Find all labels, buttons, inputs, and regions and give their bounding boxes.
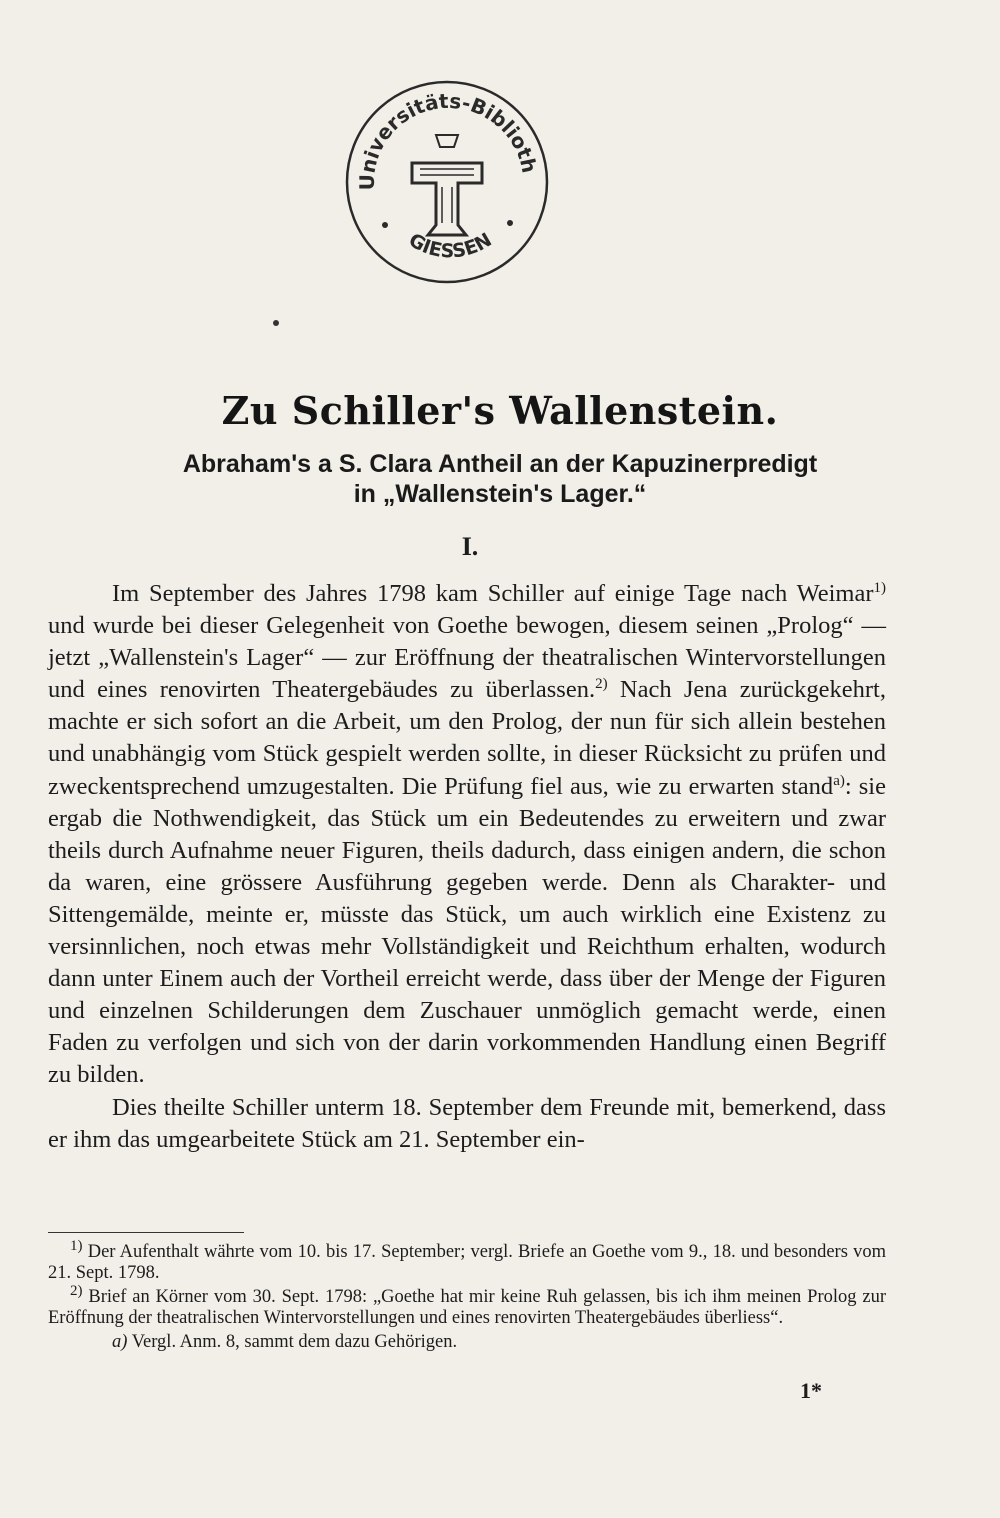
- footnote-ref-a: a): [833, 772, 845, 789]
- paragraph-2: Dies theilte Schiller unterm 18. September dem Freunde mit, bemerkend, dass er ihm das umgearbeitete Stück am 21. September ein-: [48, 1093, 886, 1153]
- footnotes: [48, 1237, 886, 1356]
- body-text: [48, 578, 886, 1156]
- footnote-divider: [48, 1232, 244, 1233]
- section-number: I.: [461, 532, 479, 561]
- footnote-1: [48, 1237, 886, 1284]
- subtitle-line-1: Abraham's a S. Clara Antheil an der Kapuzinerpredigt: [182, 450, 818, 478]
- stamp-seal-graphic: [340, 75, 555, 290]
- para1-text: Nach Jena zurückgekehrt, machte er sich sofort an die Arbeit, um den Prolog, der nun für sich allein bestehen und unabhängig vom Stück gespielt werden sollte, in dieser Rücksicht zu prüfen und zweckentsprechend umzugestalten. Die Prüfung fiel aus, wie zu erwarten stand: [48, 676, 886, 800]
- footnote-a: [48, 1332, 886, 1353]
- para1-text: und wurde bei dieser Gelegenheit von Goethe bewogen, diesem seinen „Prolog“ — jetzt „Wallenstein's Lager“ — zur Eröffnung der theatralischen Wintervorstellungen und eines renovirten Theatergebäudes zu überlassen.: [48, 612, 886, 704]
- subtitle-line-2: in „Wallenstein's Lager.“: [353, 480, 647, 508]
- footnote-ref-2: 2): [595, 676, 608, 693]
- library-stamp: [340, 75, 555, 290]
- page-signature-mark: 1*: [800, 1378, 822, 1403]
- footnote-2: [48, 1282, 886, 1329]
- para1-text: : sie ergab die Nothwendigkeit, das Stück um ein Bedeutendes zu erweitern und zwar theils durch Aufnahme neuer Figuren, theils dadurch, dass einigen andern, die schon da waren, eine grössere Ausführung gegeben werde. Denn als Charakter- und Sittengemälde, meinte er, müsste das Stück, um auch wirklich eine Existenz zu versinnlichen, noch etwas mehr Vollständigkeit und Reichthum erhalten, wodurch dann unter Einem auch der Vortheil erreicht werde, dass über der Menge der Figuren und einzelnen Schilderungen dem Zuschauer unmöglich gemacht werde, einen Faden zu verfolgen und sich von der darin vorkommenden Handlung einen Begriff zu bilden.: [48, 772, 886, 1089]
- svg-text:Universitäts-Bibliothek: Universitäts-Biblioth: [354, 88, 542, 191]
- footnote-marker: 2): [70, 1282, 83, 1299]
- footnote-marker: a): [112, 1332, 128, 1352]
- ink-dot: [273, 320, 279, 326]
- footnote-text: Brief an Körner vom 30. Sept. 1798: „Goethe hat mir keine Ruh gelassen, bis ich ihm meinen Prolog zur Eröffnung der theatralischen Wintervorstellungen und eines renovirten Theatergebäudes überliess“.: [48, 1287, 886, 1328]
- footnote-marker: 1): [70, 1237, 83, 1254]
- svg-text:GIESSEN: GIESSEN: [404, 228, 496, 263]
- article-title: Zu Schiller's Wallenstein.: [221, 388, 779, 433]
- paragraph-1: [48, 578, 886, 1092]
- para1-text: Im September des Jahres 1798 kam Schiller auf einige Tage nach Weimar: [112, 580, 874, 607]
- footnote-ref-1: 1): [873, 579, 886, 596]
- footnote-text: Vergl. Anm. 8, sammt dem dazu Gehörigen.: [127, 1332, 458, 1352]
- footnote-text: Der Aufenthalt währte vom 10. bis 17. September; vergl. Briefe an Goethe vom 9., 18. und besonders vom 21. Sept. 1798.: [48, 1242, 886, 1283]
